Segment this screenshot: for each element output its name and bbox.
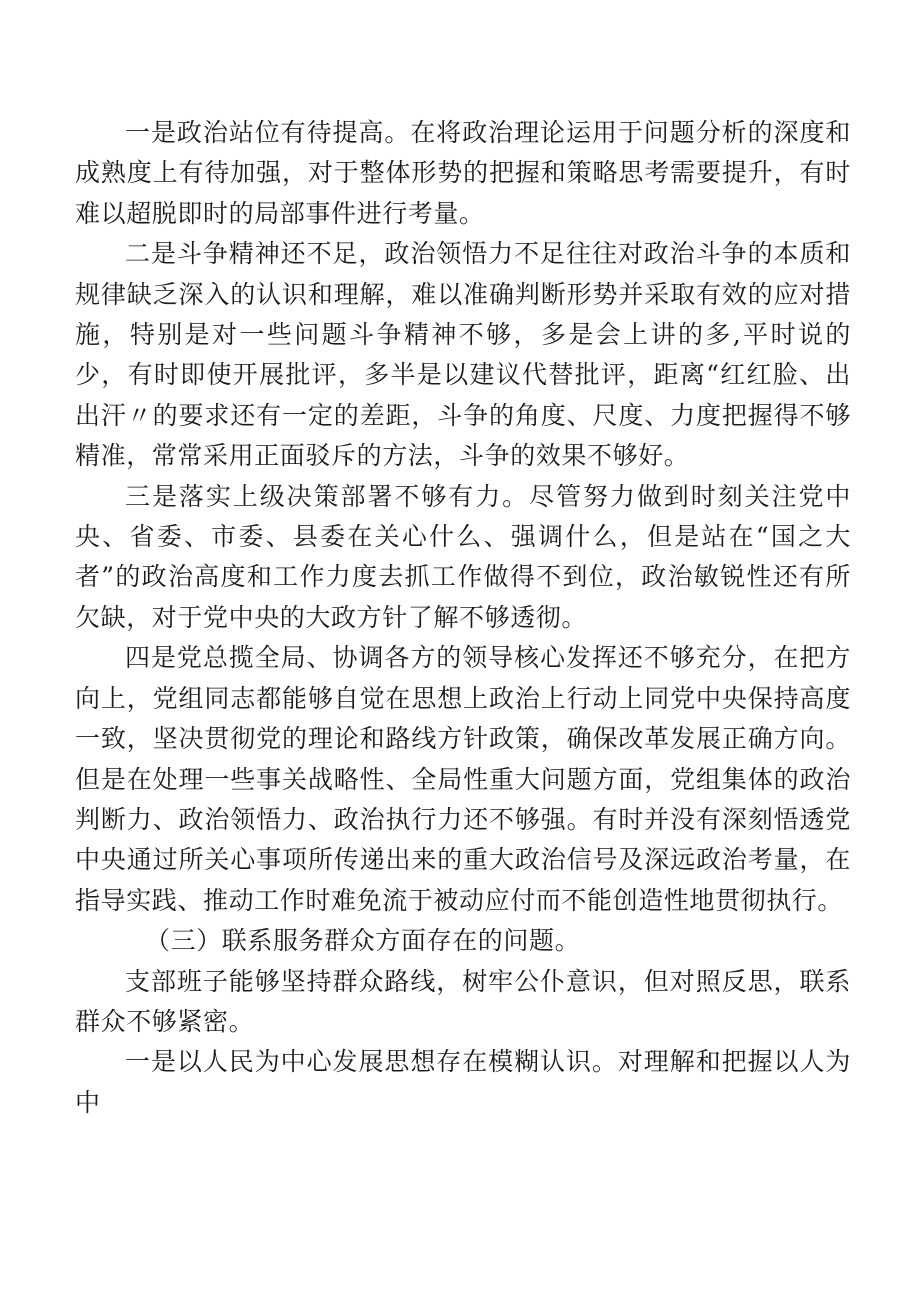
document-page [75,113,851,1123]
paragraph-political-stance: 一是政治站位有待提高。在将政治理论运用于问题分析的深度和成熟度上有待加强，对于整体形势的把握和策略思考需要提升，有时难以超脱即时的局部事件进行考量。 [75,118,851,228]
paragraph-mass-line: 支部班子能够坚持群众路线，树牢公仆意识，但对照反思，联系群众不够紧密。 [75,966,851,1036]
paragraph-people-centered: 一是以人民为中心发展思想存在模糊认识。对理解和把握以人为中 [75,1047,851,1117]
paragraph-implementation: 三是落实上级决策部署不够有力。尽管努力做到时刻关注党中央、省委、市委、县委在关心什么、强调什么，但是站在“国之大者”的政治高度和工作力度去抓工作做得不到位，政治敏锐性还有所欠缺，对于党中央的大政方针了解不够透彻。 [75,481,851,632]
paragraph-struggle-spirit: 二是斗争精神还不足，政治领悟力不足往往对政治斗争的本质和规律缺乏深入的认识和理解，难以准确判断形势并采取有效的应对措施，特别是对一些问题斗争精神不够，多是会上讲的多,平时说的少，有时即使开展批评，多半是以建议代替批评，距离“红红脸、出出汗〃的要求还有一定的差距，斗争的角度、尺度、力度把握得不够精准，常常采用正面驳斥的方法，斗争的效果不够好。 [75,239,851,471]
section-heading: （三）联系服务群众方面存在的问题。 [145,926,581,956]
paragraph-leadership-core: 四是党总揽全局、协调各方的领导核心发挥还不够充分，在把方向上，党组同志都能够自觉在思想上政治上行动上同党中央保持高度一致，坚决贯彻党的理论和路线方针政策，确保改革发展正确方向。但是在处理一些事关战略性、全局性重大问题方面，党组集体的政治判断力、政治领悟力、政治执行力还不够强。有时并没有深刻悟透党中央通过所关心事项所传递出来的重大政治信号及深远政治考量，在指导实践、推动工作时难免流于被动应付而不能创造性地贯彻执行。 [75,643,851,915]
